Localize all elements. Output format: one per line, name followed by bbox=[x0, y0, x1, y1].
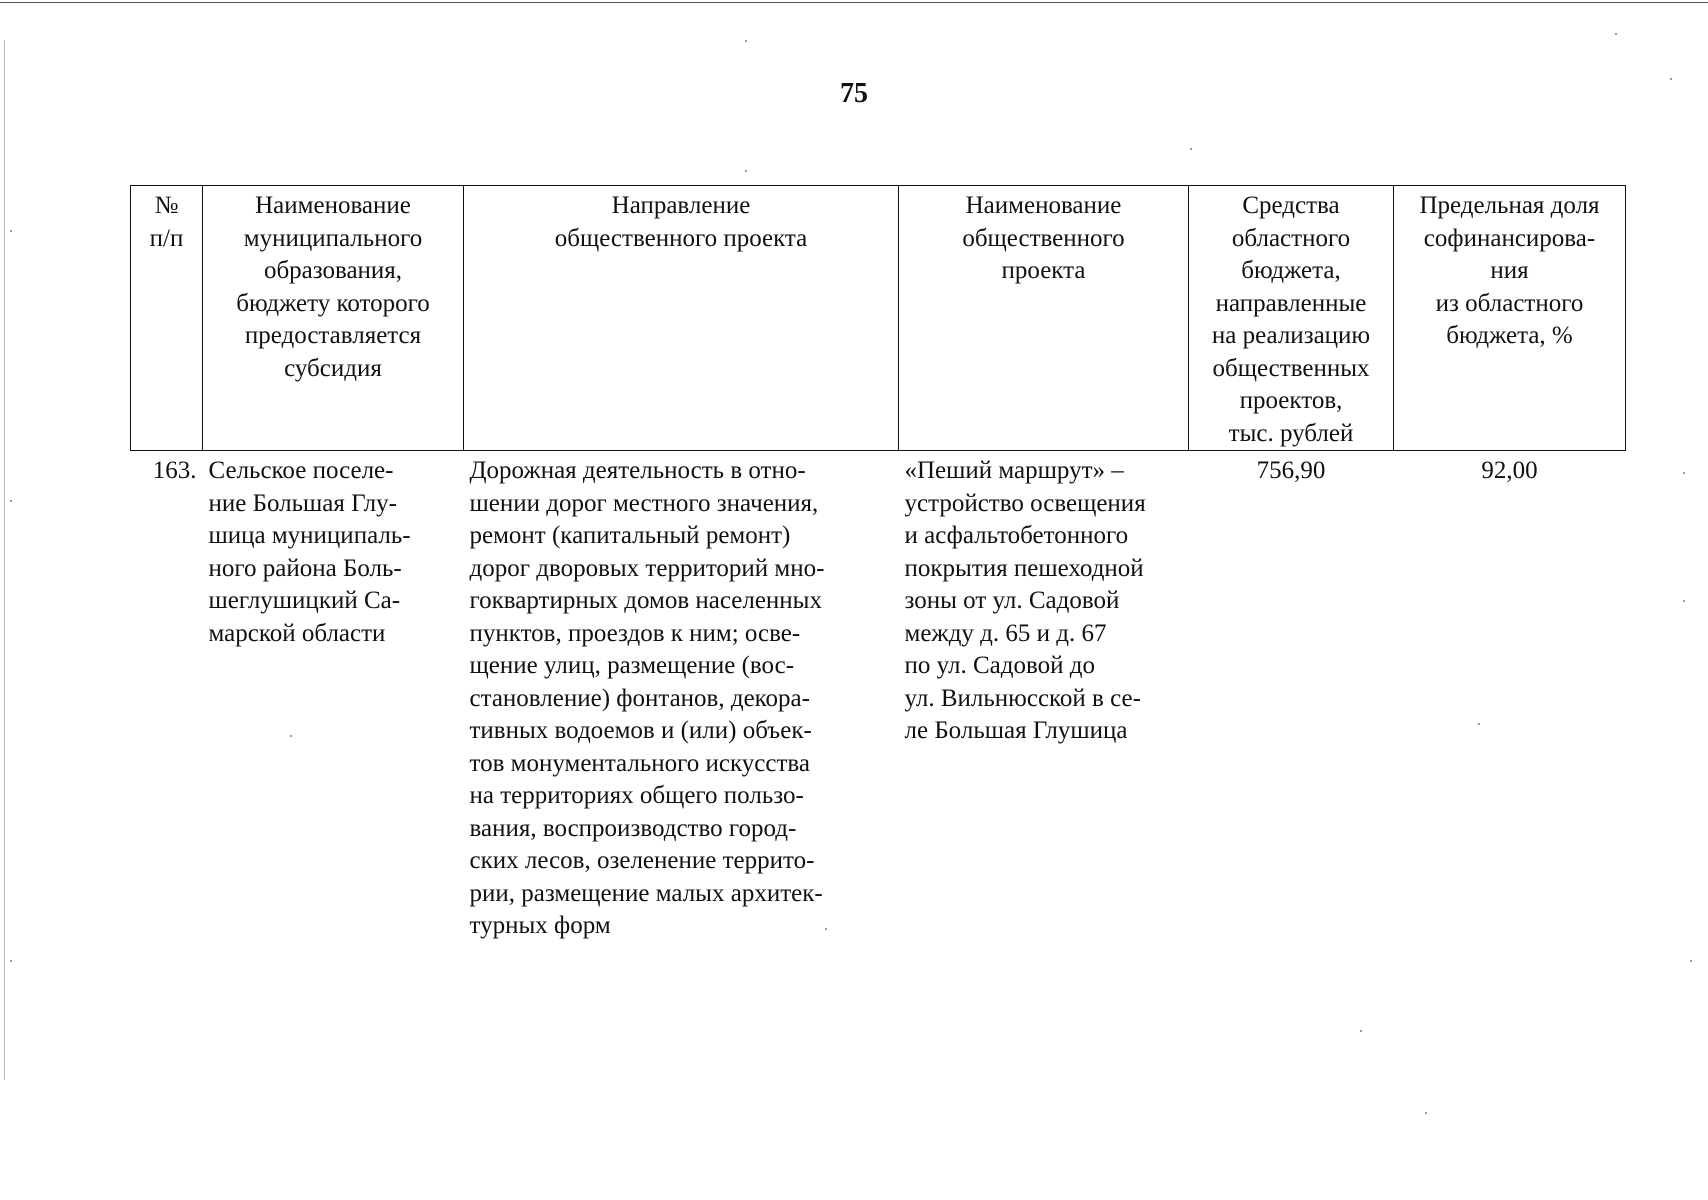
scan-edge-left bbox=[4, 40, 5, 1080]
scan-speck bbox=[1690, 960, 1692, 962]
header-line: Средства bbox=[1242, 192, 1340, 219]
header-municipality bbox=[203, 186, 464, 451]
header-line: ния bbox=[1490, 257, 1529, 284]
cell-line: покрытия пешеходной bbox=[904, 554, 1144, 582]
scan-speck bbox=[1670, 78, 1672, 80]
cell-line: тов монументального искусства bbox=[469, 749, 810, 777]
cell-line: шица муниципаль- bbox=[208, 522, 411, 549]
header-number bbox=[131, 186, 203, 451]
scan-speck bbox=[825, 928, 827, 930]
scan-speck bbox=[745, 170, 747, 172]
direction-cell bbox=[464, 451, 899, 943]
header-line: Предельная доля bbox=[1419, 192, 1600, 219]
cell-line: ние Большая Глу- bbox=[208, 489, 397, 517]
cell-line: и асфальтобетонного bbox=[904, 522, 1129, 549]
header-line: образования, bbox=[263, 257, 403, 284]
header-line: софинансирова- bbox=[1423, 224, 1596, 252]
header-line: Наименование bbox=[965, 192, 1122, 219]
scan-speck bbox=[10, 500, 12, 502]
table-header-row bbox=[131, 186, 1626, 451]
cell-line: Дорожная деятельность в отно- bbox=[469, 457, 806, 484]
header-line: бюджету которого bbox=[236, 289, 430, 317]
scan-speck bbox=[1190, 148, 1192, 150]
cofinancing-share-cell: 92,00 bbox=[1481, 457, 1538, 484]
cell-line: дорог дворовых территорий мно- bbox=[469, 554, 825, 582]
funds-cell: 756,90 bbox=[1256, 457, 1326, 484]
header-line: проектов, bbox=[1239, 387, 1343, 414]
header-line: общественного bbox=[962, 224, 1125, 252]
header-project-name bbox=[899, 186, 1189, 451]
cell-line: ле Большая Глушица bbox=[904, 717, 1128, 744]
cell-line: шеглушицкий Са- bbox=[208, 587, 401, 614]
cell-line: устройство освещения bbox=[904, 489, 1146, 517]
project-name-cell bbox=[899, 451, 1189, 943]
scan-speck bbox=[10, 230, 12, 232]
cell-line: рии, размещение малых архитек- bbox=[469, 879, 823, 907]
scan-speck bbox=[745, 40, 747, 42]
cell-line: тивных водоемов и (или) объек- bbox=[469, 717, 812, 744]
cell-line: марской области bbox=[208, 619, 386, 647]
scan-speck bbox=[1425, 1112, 1427, 1114]
cell-line: пунктов, проездов к ним; осве- bbox=[469, 619, 801, 647]
scan-edge-top bbox=[0, 2, 1708, 3]
header-line: из областного bbox=[1435, 289, 1584, 317]
municipality-cell bbox=[203, 451, 464, 943]
scan-speck bbox=[1360, 1030, 1362, 1032]
scan-speck bbox=[10, 960, 12, 962]
header-direction bbox=[464, 186, 899, 451]
header-line: бюджета, % bbox=[1446, 322, 1573, 349]
table-row bbox=[131, 451, 1626, 943]
header-line: муниципального bbox=[243, 224, 423, 252]
cell-line: становление) фонтанов, декора- bbox=[469, 684, 810, 712]
header-line: № bbox=[154, 192, 179, 219]
header-line: Направление bbox=[611, 192, 751, 219]
header-line: проекта bbox=[1001, 257, 1086, 284]
header-line: предоставляется bbox=[244, 322, 422, 349]
scan-speck bbox=[1615, 33, 1617, 35]
cell-line: шении дорог местного значения, bbox=[469, 489, 819, 517]
scan-speck bbox=[1683, 600, 1685, 602]
scan-speck bbox=[1683, 472, 1685, 474]
cell-line: щение улиц, размещение (вос- bbox=[469, 652, 795, 679]
cell-line: зоны от ул. Садовой bbox=[904, 587, 1120, 614]
cell-line: ного района Боль- bbox=[208, 554, 402, 582]
cell-line: Сельское поселе- bbox=[208, 457, 394, 484]
header-line: субсидия bbox=[284, 354, 382, 382]
header-line: п/п bbox=[149, 224, 184, 252]
cell-line: на территориях общего пользо- bbox=[469, 782, 804, 809]
header-line: областного bbox=[1231, 224, 1351, 252]
header-line: общественных bbox=[1212, 354, 1370, 382]
cell-line: ских лесов, озеленение террито- bbox=[469, 847, 815, 874]
cell-line: ремонт (капитальный ремонт) bbox=[469, 522, 791, 549]
cell-line: гоквартирных домов населенных bbox=[469, 587, 822, 614]
cell-line: ул. Вильнюсской в се- bbox=[904, 684, 1141, 712]
cell-line: между д. 65 и д. 67 bbox=[904, 619, 1107, 647]
cell-line: вания, воспроизводство город- bbox=[469, 814, 797, 842]
row-number: 163. bbox=[152, 457, 197, 484]
header-line: тыс. рублей bbox=[1228, 419, 1354, 447]
header-line: бюджета, bbox=[1241, 257, 1341, 284]
header-cofinancing-share bbox=[1394, 186, 1626, 451]
cell-line: турных форм bbox=[469, 912, 611, 939]
scan-speck bbox=[1478, 723, 1480, 725]
header-line: направленные bbox=[1215, 289, 1367, 317]
header-line: на реализацию bbox=[1211, 322, 1371, 349]
header-line: Наименование bbox=[255, 192, 411, 219]
cell-line: «Пеший маршрут» – bbox=[904, 457, 1124, 484]
subsidy-table bbox=[130, 185, 1626, 943]
page-number: 75 bbox=[840, 78, 868, 109]
header-funds bbox=[1189, 186, 1394, 451]
header-line: общественного проекта bbox=[554, 224, 808, 252]
cell-line: по ул. Садовой до bbox=[904, 652, 1095, 679]
scan-speck bbox=[290, 735, 292, 737]
